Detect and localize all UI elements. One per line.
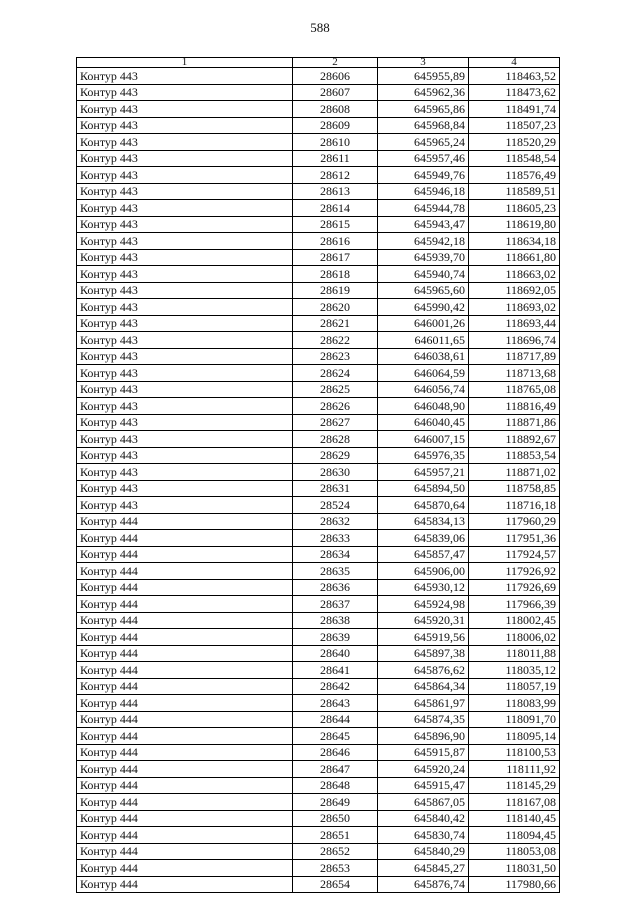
contour-name-cell: Контур 444 — [77, 546, 293, 563]
point-number-cell: 28643 — [293, 695, 378, 712]
table-body — [77, 68, 560, 893]
coord-y-cell: 118011,88 — [469, 645, 560, 662]
contour-name-cell: Контур 443 — [77, 414, 293, 431]
coord-x-cell: 646007,15 — [378, 431, 469, 448]
coord-y-cell: 118853,54 — [469, 447, 560, 464]
coord-x-cell: 645965,86 — [378, 101, 469, 118]
table-row — [77, 579, 560, 596]
point-number-cell: 28607 — [293, 84, 378, 101]
table-row — [77, 249, 560, 266]
coord-x-cell: 645896,90 — [378, 728, 469, 745]
table-row — [77, 546, 560, 563]
coord-x-cell: 645861,97 — [378, 695, 469, 712]
point-number-cell: 28626 — [293, 398, 378, 415]
coord-x-cell: 646064,59 — [378, 365, 469, 382]
point-number-cell: 28638 — [293, 612, 378, 629]
coord-y-cell: 118111,92 — [469, 761, 560, 778]
contour-name-cell: Контур 444 — [77, 876, 293, 893]
table-row — [77, 678, 560, 695]
table-row — [77, 68, 560, 85]
point-number-cell: 28613 — [293, 183, 378, 200]
coord-y-cell: 118006,02 — [469, 629, 560, 646]
coord-y-cell: 118145,29 — [469, 777, 560, 794]
coord-y-cell: 118765,08 — [469, 381, 560, 398]
table-row — [77, 266, 560, 283]
coord-x-cell: 645924,98 — [378, 596, 469, 613]
header-col-4: 4 — [469, 58, 560, 68]
coord-y-cell: 117926,69 — [469, 579, 560, 596]
coord-x-cell: 645864,34 — [378, 678, 469, 695]
point-number-cell: 28611 — [293, 150, 378, 167]
point-number-cell: 28609 — [293, 117, 378, 134]
point-number-cell: 28630 — [293, 464, 378, 481]
contour-name-cell: Контур 444 — [77, 645, 293, 662]
coord-x-cell: 646038,61 — [378, 348, 469, 365]
coord-y-cell: 118463,52 — [469, 68, 560, 85]
table-row — [77, 101, 560, 118]
coord-x-cell: 645840,29 — [378, 843, 469, 860]
contour-name-cell: Контур 443 — [77, 464, 293, 481]
coord-y-cell: 118605,23 — [469, 200, 560, 217]
coord-x-cell: 645834,13 — [378, 513, 469, 530]
coord-y-cell: 118619,80 — [469, 216, 560, 233]
contour-name-cell: Контур 444 — [77, 513, 293, 530]
table-row — [77, 761, 560, 778]
contour-name-cell: Контур 444 — [77, 662, 293, 679]
coord-y-cell: 118053,08 — [469, 843, 560, 860]
coord-y-cell: 118520,29 — [469, 134, 560, 151]
coord-y-cell: 117960,29 — [469, 513, 560, 530]
contour-name-cell: Контур 444 — [77, 810, 293, 827]
point-number-cell: 28628 — [293, 431, 378, 448]
coord-x-cell: 645906,00 — [378, 563, 469, 580]
point-number-cell: 28652 — [293, 843, 378, 860]
contour-name-cell: Контур 443 — [77, 447, 293, 464]
contour-name-cell: Контур 444 — [77, 794, 293, 811]
point-number-cell: 28610 — [293, 134, 378, 151]
coord-x-cell: 645965,24 — [378, 134, 469, 151]
contour-name-cell: Контур 444 — [77, 827, 293, 844]
contour-name-cell: Контур 443 — [77, 200, 293, 217]
coord-y-cell: 118167,08 — [469, 794, 560, 811]
coord-x-cell: 645915,87 — [378, 744, 469, 761]
table-row — [77, 216, 560, 233]
coord-y-cell: 118693,02 — [469, 299, 560, 316]
point-number-cell: 28608 — [293, 101, 378, 118]
coord-x-cell: 645942,18 — [378, 233, 469, 250]
coord-y-cell: 118083,99 — [469, 695, 560, 712]
coord-y-cell: 118696,74 — [469, 332, 560, 349]
coord-y-cell: 117926,92 — [469, 563, 560, 580]
coord-y-cell: 118634,18 — [469, 233, 560, 250]
coord-y-cell: 118663,02 — [469, 266, 560, 283]
coord-y-cell: 117980,66 — [469, 876, 560, 893]
coord-x-cell: 645990,42 — [378, 299, 469, 316]
table-row — [77, 150, 560, 167]
table-row — [77, 530, 560, 547]
table-row — [77, 695, 560, 712]
point-number-cell: 28624 — [293, 365, 378, 382]
coord-x-cell: 645874,35 — [378, 711, 469, 728]
coord-y-cell: 118589,51 — [469, 183, 560, 200]
table-row — [77, 464, 560, 481]
point-number-cell: 28614 — [293, 200, 378, 217]
contour-name-cell: Контур 444 — [77, 612, 293, 629]
coord-y-cell: 118091,70 — [469, 711, 560, 728]
point-number-cell: 28634 — [293, 546, 378, 563]
contour-name-cell: Контур 444 — [77, 744, 293, 761]
coord-y-cell: 117966,39 — [469, 596, 560, 613]
coord-y-cell: 118717,89 — [469, 348, 560, 365]
point-number-cell: 28644 — [293, 711, 378, 728]
table-row — [77, 596, 560, 613]
contour-name-cell: Контур 443 — [77, 365, 293, 382]
contour-name-cell: Контур 444 — [77, 711, 293, 728]
coord-y-cell: 117951,36 — [469, 530, 560, 547]
header-col-3: 3 — [378, 58, 469, 68]
table-row — [77, 200, 560, 217]
coord-x-cell: 645939,70 — [378, 249, 469, 266]
contour-name-cell: Контур 444 — [77, 579, 293, 596]
point-number-cell: 28651 — [293, 827, 378, 844]
point-number-cell: 28645 — [293, 728, 378, 745]
contour-name-cell: Контур 444 — [77, 728, 293, 745]
contour-name-cell: Контур 443 — [77, 315, 293, 332]
table-row — [77, 728, 560, 745]
table-row — [77, 282, 560, 299]
table-row — [77, 348, 560, 365]
coord-y-cell: 118140,45 — [469, 810, 560, 827]
table-row — [77, 711, 560, 728]
coord-x-cell: 646056,74 — [378, 381, 469, 398]
table-row — [77, 612, 560, 629]
coord-y-cell: 118871,02 — [469, 464, 560, 481]
coord-x-cell: 645946,18 — [378, 183, 469, 200]
contour-name-cell: Контур 443 — [77, 332, 293, 349]
coord-y-cell: 118716,18 — [469, 497, 560, 514]
contour-name-cell: Контур 444 — [77, 695, 293, 712]
coord-y-cell: 118692,05 — [469, 282, 560, 299]
table-row — [77, 117, 560, 134]
table-row — [77, 183, 560, 200]
contour-name-cell: Контур 443 — [77, 381, 293, 398]
table-row — [77, 662, 560, 679]
table-row — [77, 315, 560, 332]
point-number-cell: 28639 — [293, 629, 378, 646]
coord-x-cell: 645949,76 — [378, 167, 469, 184]
point-number-cell: 28629 — [293, 447, 378, 464]
table-row — [77, 447, 560, 464]
coord-x-cell: 645930,12 — [378, 579, 469, 596]
point-number-cell: 28641 — [293, 662, 378, 679]
coord-x-cell: 645955,89 — [378, 68, 469, 85]
contour-name-cell: Контур 443 — [77, 183, 293, 200]
coord-x-cell: 645962,36 — [378, 84, 469, 101]
table-row — [77, 629, 560, 646]
coord-x-cell: 645957,21 — [378, 464, 469, 481]
contour-name-cell: Контур 443 — [77, 167, 293, 184]
point-number-cell: 28648 — [293, 777, 378, 794]
contour-name-cell: Контур 444 — [77, 761, 293, 778]
header-col-2: 2 — [293, 58, 378, 68]
coord-x-cell: 645876,62 — [378, 662, 469, 679]
coord-x-cell: 645940,74 — [378, 266, 469, 283]
coord-y-cell: 118661,80 — [469, 249, 560, 266]
coord-y-cell: 118035,12 — [469, 662, 560, 679]
point-number-cell: 28646 — [293, 744, 378, 761]
table-row — [77, 744, 560, 761]
table-row — [77, 299, 560, 316]
point-number-cell: 28619 — [293, 282, 378, 299]
contour-name-cell: Контур 443 — [77, 233, 293, 250]
coord-x-cell: 646001,26 — [378, 315, 469, 332]
contour-name-cell: Контур 443 — [77, 249, 293, 266]
point-number-cell: 28631 — [293, 480, 378, 497]
point-number-cell: 28620 — [293, 299, 378, 316]
point-number-cell: 28649 — [293, 794, 378, 811]
coord-y-cell: 118031,50 — [469, 860, 560, 877]
coord-x-cell: 645845,27 — [378, 860, 469, 877]
point-number-cell: 28524 — [293, 497, 378, 514]
contour-name-cell: Контур 443 — [77, 117, 293, 134]
contour-name-cell: Контур 443 — [77, 431, 293, 448]
page-number: 588 — [310, 20, 330, 35]
point-number-cell: 28618 — [293, 266, 378, 283]
coord-x-cell: 645943,47 — [378, 216, 469, 233]
table-row — [77, 167, 560, 184]
coord-y-cell: 118693,44 — [469, 315, 560, 332]
table-row — [77, 398, 560, 415]
coord-x-cell: 645965,60 — [378, 282, 469, 299]
contour-name-cell: Контур 443 — [77, 150, 293, 167]
table-row — [77, 332, 560, 349]
contour-name-cell: Контур 443 — [77, 348, 293, 365]
coord-y-cell: 117924,57 — [469, 546, 560, 563]
table-row — [77, 876, 560, 893]
point-number-cell: 28637 — [293, 596, 378, 613]
point-number-cell: 28612 — [293, 167, 378, 184]
point-number-cell: 28633 — [293, 530, 378, 547]
header-col-1: 1 — [77, 58, 293, 68]
point-number-cell: 28606 — [293, 68, 378, 85]
contour-name-cell: Контур 444 — [77, 860, 293, 877]
table-row — [77, 513, 560, 530]
coord-x-cell: 645870,64 — [378, 497, 469, 514]
table-row — [77, 480, 560, 497]
coord-y-cell: 118892,67 — [469, 431, 560, 448]
point-number-cell: 28627 — [293, 414, 378, 431]
point-number-cell: 28653 — [293, 860, 378, 877]
coord-x-cell: 645876,74 — [378, 876, 469, 893]
point-number-cell: 28654 — [293, 876, 378, 893]
coord-x-cell: 645915,47 — [378, 777, 469, 794]
point-number-cell: 28636 — [293, 579, 378, 596]
coord-x-cell: 645839,06 — [378, 530, 469, 547]
table-row — [77, 827, 560, 844]
point-number-cell: 28623 — [293, 348, 378, 365]
coord-y-cell: 118094,45 — [469, 827, 560, 844]
contour-name-cell: Контур 443 — [77, 84, 293, 101]
table-row — [77, 843, 560, 860]
contour-name-cell: Контур 444 — [77, 678, 293, 695]
contour-name-cell: Контур 444 — [77, 629, 293, 646]
table-header-row — [77, 58, 560, 68]
table-row — [77, 365, 560, 382]
point-number-cell: 28621 — [293, 315, 378, 332]
point-number-cell: 28647 — [293, 761, 378, 778]
point-number-cell: 28622 — [293, 332, 378, 349]
coord-y-cell: 118491,74 — [469, 101, 560, 118]
coordinates-table — [76, 57, 560, 893]
coord-x-cell: 645894,50 — [378, 480, 469, 497]
contour-name-cell: Контур 443 — [77, 480, 293, 497]
table-row — [77, 810, 560, 827]
coord-x-cell: 645920,24 — [378, 761, 469, 778]
table-row — [77, 860, 560, 877]
coord-y-cell: 118473,62 — [469, 84, 560, 101]
point-number-cell: 28625 — [293, 381, 378, 398]
coord-x-cell: 646048,90 — [378, 398, 469, 415]
contour-name-cell: Контур 443 — [77, 299, 293, 316]
coord-x-cell: 645944,78 — [378, 200, 469, 217]
coord-x-cell: 645830,74 — [378, 827, 469, 844]
point-number-cell: 28615 — [293, 216, 378, 233]
coord-y-cell: 118713,68 — [469, 365, 560, 382]
coord-x-cell: 645897,38 — [378, 645, 469, 662]
contour-name-cell: Контур 443 — [77, 101, 293, 118]
coord-x-cell: 645867,05 — [378, 794, 469, 811]
coord-x-cell: 645957,46 — [378, 150, 469, 167]
contour-name-cell: Контур 443 — [77, 497, 293, 514]
coord-y-cell: 118095,14 — [469, 728, 560, 745]
coord-y-cell: 118002,45 — [469, 612, 560, 629]
point-number-cell: 28642 — [293, 678, 378, 695]
coord-x-cell: 646011,65 — [378, 332, 469, 349]
coord-x-cell: 645968,84 — [378, 117, 469, 134]
contour-name-cell: Контур 444 — [77, 530, 293, 547]
table-row — [77, 381, 560, 398]
coord-y-cell: 118100,53 — [469, 744, 560, 761]
coord-y-cell: 118507,23 — [469, 117, 560, 134]
coord-y-cell: 118548,54 — [469, 150, 560, 167]
table-row — [77, 84, 560, 101]
coord-x-cell: 645919,56 — [378, 629, 469, 646]
point-number-cell: 28617 — [293, 249, 378, 266]
table-row — [77, 645, 560, 662]
table-row — [77, 431, 560, 448]
coord-x-cell: 646040,45 — [378, 414, 469, 431]
coord-y-cell: 118057,19 — [469, 678, 560, 695]
contour-name-cell: Контур 444 — [77, 596, 293, 613]
table-row — [77, 794, 560, 811]
point-number-cell: 28632 — [293, 513, 378, 530]
contour-name-cell: Контур 444 — [77, 563, 293, 580]
coord-y-cell: 118816,49 — [469, 398, 560, 415]
coord-x-cell: 645857,47 — [378, 546, 469, 563]
point-number-cell: 28640 — [293, 645, 378, 662]
coord-x-cell: 645920,31 — [378, 612, 469, 629]
point-number-cell: 28616 — [293, 233, 378, 250]
contour-name-cell: Контур 444 — [77, 777, 293, 794]
coord-y-cell: 118758,85 — [469, 480, 560, 497]
point-number-cell: 28635 — [293, 563, 378, 580]
coord-y-cell: 118871,86 — [469, 414, 560, 431]
contour-name-cell: Контур 443 — [77, 68, 293, 85]
coord-x-cell: 645840,42 — [378, 810, 469, 827]
table-row — [77, 497, 560, 514]
contour-name-cell: Контур 443 — [77, 398, 293, 415]
coord-x-cell: 645976,35 — [378, 447, 469, 464]
contour-name-cell: Контур 443 — [77, 216, 293, 233]
contour-name-cell: Контур 444 — [77, 843, 293, 860]
contour-name-cell: Контур 443 — [77, 134, 293, 151]
table-row — [77, 563, 560, 580]
table-row — [77, 777, 560, 794]
contour-name-cell: Контур 443 — [77, 282, 293, 299]
table-row — [77, 414, 560, 431]
coord-y-cell: 118576,49 — [469, 167, 560, 184]
contour-name-cell: Контур 443 — [77, 266, 293, 283]
table-row — [77, 134, 560, 151]
point-number-cell: 28650 — [293, 810, 378, 827]
table-row — [77, 233, 560, 250]
